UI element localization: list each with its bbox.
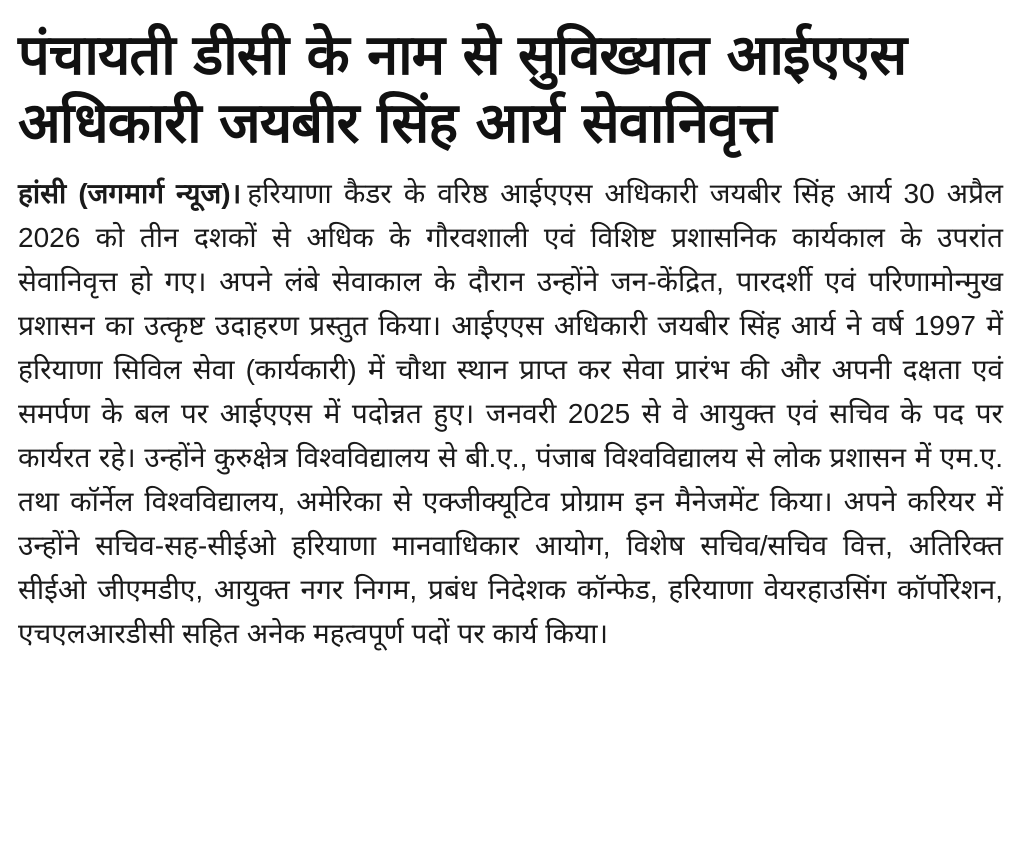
article-headline: पंचायती डीसी के नाम से सुविख्यात आईएएस अधिकारी जयबीर सिंह आर्य सेवानिवृत्त [18, 23, 907, 156]
article-dateline: हांसी (जगमार्ग न्यूज)। [18, 178, 242, 209]
article-body-text: हरियाणा कैडर के वरिष्ठ आईएएस अधिकारी जयबीर सिंह आर्य 30 अप्रैल 2026 को तीन दशकों से अधिक के गौरवशाली एवं विशिष्ट प्रशासनिक कार्यकाल के उपरांत सेवानिवृत्त हो गए। अपने लंबे सेवाकाल के दौरान उन्होंने जन-केंद्रित, पारदर्शी एवं परिणामोन्मुख प्रशासन का उत्कृष्ट उदाहरण प्रस्तुत किया। आईएएस अधिकारी जयबीर सिंह आर्य ने वर्ष 1997 में हरियाणा सिविल सेवा (कार्यकारी) में चौथा स्थान प्राप्त कर सेवा प्रारंभ की और अपनी दक्षता एवं समर्पण के बल पर आईएएस में पदोन्नत हुए। जनवरी 2025 से वे आयुक्त एवं सचिव के पद पर कार्यरत रहे। उन्होंने कुरुक्षेत्र विश्वविद्यालय से बी.ए., पंजाब विश्वविद्यालय से लोक प्रशासन में एम.ए. तथा कॉर्नेल विश्वविद्यालय, अमेरिका से एक्जीक्यूटिव प्रोग्राम इन मैनेजमेंट किया। अपने करियर में उन्होंने सचिव-सह-सीईओ हरियाणा मानवाधिकार आयोग, विशेष सचिव/सचिव वित्त, अतिरिक्त सीईओ जीएमडीए, आयुक्त नगर निगम, प्रबंध निदेशक कॉन्फेड, हरियाणा वेयरहाउसिंग कॉर्पोरेशन, एचएलआरडीसी सहित अनेक महत्वपूर्ण पदों पर कार्य किया। [18, 178, 1003, 649]
article-body [18, 172, 1003, 656]
news-article [18, 22, 1003, 656]
